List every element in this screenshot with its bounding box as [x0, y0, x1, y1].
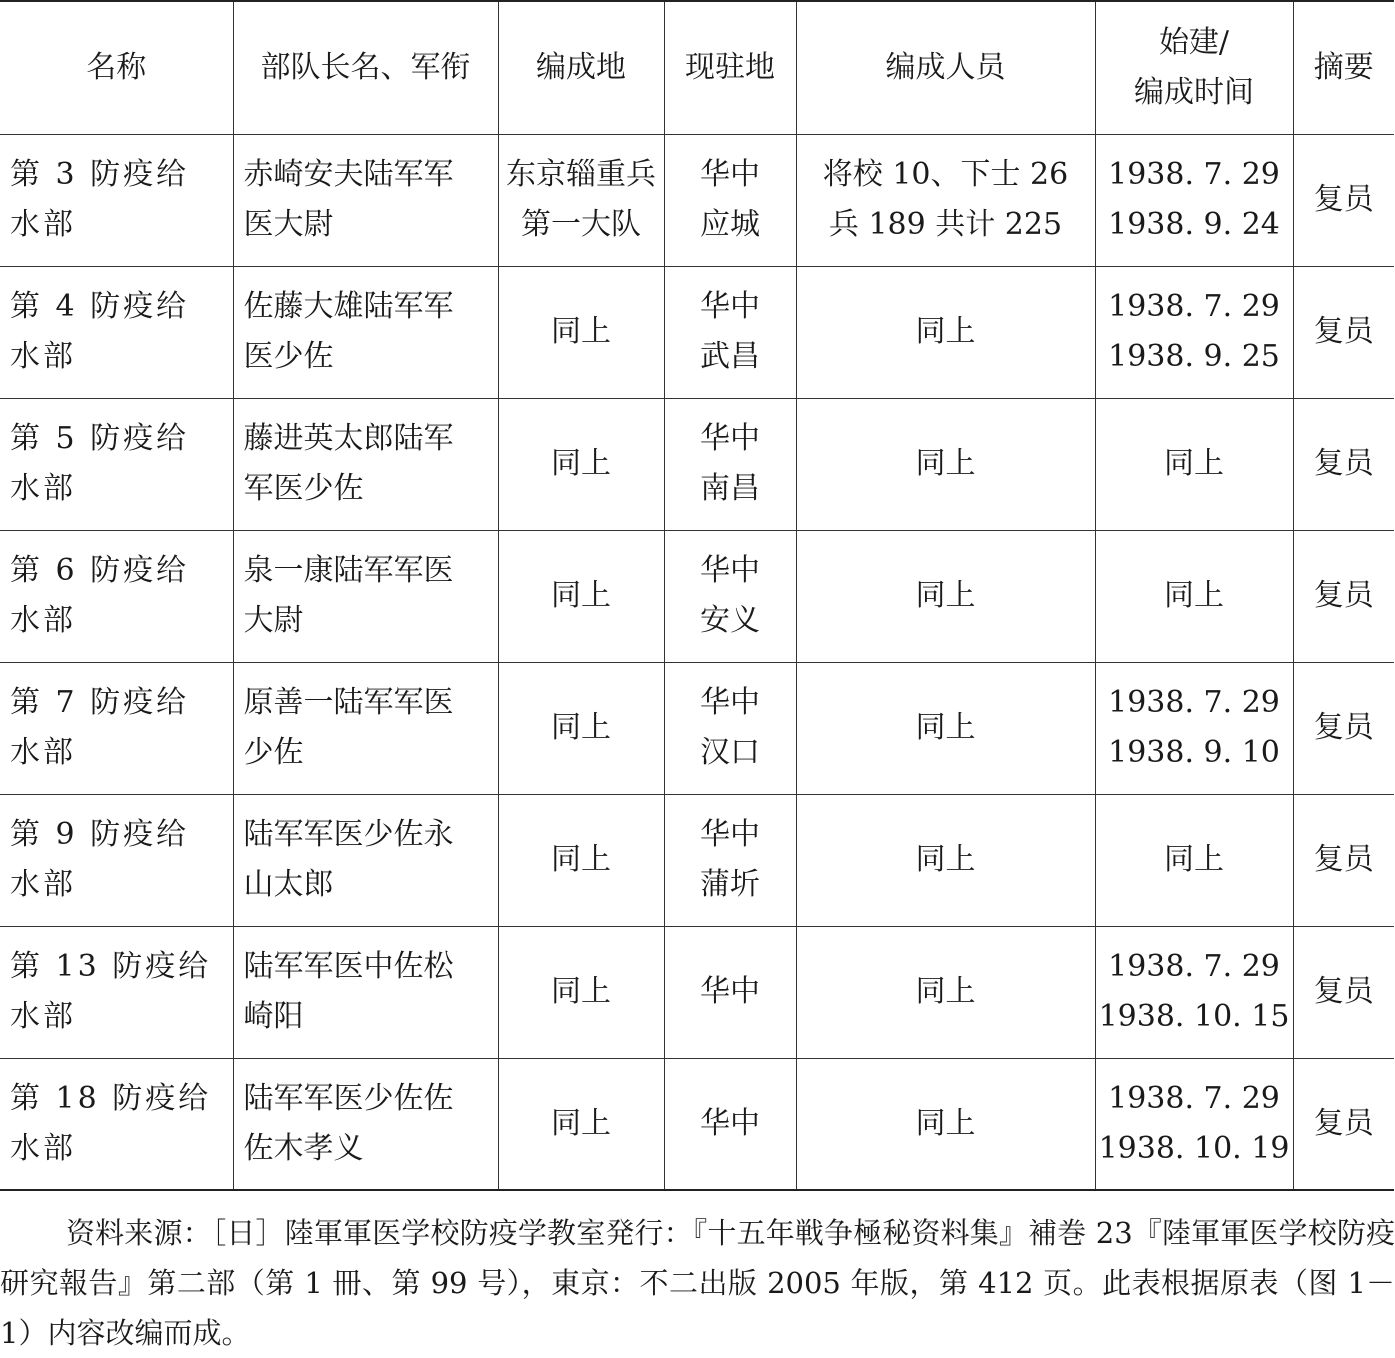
cell-time [1095, 794, 1293, 926]
cell-time-line: 1938. 9. 10 [1108, 735, 1280, 770]
cell-name-line: 第 3 防疫给 [10, 157, 190, 192]
cell-origin [498, 662, 664, 794]
cell-commander-line: 少佐 [243, 735, 304, 770]
cell-station-line: 华中 [700, 421, 760, 456]
cell-name-line: 第 4 防疫给 [10, 289, 190, 324]
cell-name-line: 第 9 防疫给 [10, 817, 190, 852]
cell-station-line: 安义 [700, 603, 760, 638]
cell-commander-line: 大尉 [243, 603, 304, 638]
cell-name-line: 第 7 防疫给 [10, 685, 190, 720]
cell-commander-line: 佐藤大雄陆军军 [243, 289, 454, 324]
cell-origin-line: 同上 [551, 578, 611, 613]
cell-personnel [796, 134, 1095, 266]
cell-time [1095, 530, 1293, 662]
cell-commander-line: 军医少佐 [243, 471, 364, 506]
cell-station-line: 蒲圻 [700, 867, 760, 902]
cell-time [1095, 134, 1293, 266]
cell-name-line: 水部 [10, 471, 76, 506]
cell-time [1095, 398, 1293, 530]
cell-personnel [796, 926, 1095, 1058]
cell-commander-line: 陆军军医少佐永 [243, 817, 454, 852]
cell-name [0, 266, 233, 398]
cell-commander [233, 662, 498, 794]
cell-time-line: 同上 [1164, 446, 1224, 481]
cell-origin [498, 398, 664, 530]
cell-commander [233, 398, 498, 530]
header-time-line: 始建/ [1158, 24, 1230, 60]
cell-station [664, 1058, 796, 1190]
cell-personnel-line: 同上 [915, 446, 976, 481]
cell-commander [233, 926, 498, 1058]
header-time [1095, 1, 1293, 134]
cell-name [0, 398, 233, 530]
cell-station-line: 汉口 [700, 735, 760, 770]
cell-name [0, 794, 233, 926]
cell-commander-line: 山太郎 [243, 867, 334, 902]
cell-name-line: 水部 [10, 999, 76, 1034]
cell-time-line: 1938. 7. 29 [1108, 289, 1280, 324]
cell-origin [498, 926, 664, 1058]
cell-commander-line: 藤进英太郎陆军 [243, 421, 454, 456]
cell-personnel-line: 同上 [915, 842, 976, 877]
cell-time-line: 1938. 7. 29 [1108, 157, 1280, 192]
table-row [0, 134, 1394, 266]
cell-station-line: 华中 [700, 157, 760, 192]
cell-personnel [796, 266, 1095, 398]
cell-station [664, 134, 796, 266]
cell-personnel-line: 将校 10、下士 26 [822, 157, 1069, 192]
table-row [0, 662, 1394, 794]
cell-station [664, 662, 796, 794]
cell-name [0, 1058, 233, 1190]
cell-origin-line: 同上 [551, 314, 611, 349]
cell-commander-line: 泉一康陆军军医 [243, 553, 454, 588]
cell-station [664, 266, 796, 398]
cell-time [1095, 662, 1293, 794]
cell-name-line: 水部 [10, 735, 76, 770]
cell-origin-line: 同上 [551, 710, 611, 745]
cell-origin-line: 同上 [551, 842, 611, 877]
cell-time-line: 1938. 9. 24 [1108, 207, 1280, 242]
table-row [0, 926, 1394, 1058]
cell-commander [233, 266, 498, 398]
cell-station [664, 794, 796, 926]
cell-origin-line: 同上 [551, 1105, 611, 1141]
cell-origin-line: 同上 [551, 974, 611, 1009]
cell-station-line: 华中 [700, 553, 760, 588]
table-row [0, 794, 1394, 926]
cell-station-line: 应城 [700, 207, 760, 242]
cell-summary: 复员 [1293, 530, 1394, 662]
cell-summary: 复员 [1293, 794, 1394, 926]
cell-time-line: 同上 [1164, 842, 1224, 877]
cell-station-line: 华中 [700, 1105, 760, 1141]
cell-commander-line: 赤崎安夫陆军军 [243, 157, 454, 192]
header-summary: 摘要 [1293, 1, 1394, 134]
table-row [0, 530, 1394, 662]
cell-time-line: 1938. 7. 29 [1108, 685, 1280, 720]
cell-commander [233, 794, 498, 926]
cell-origin [498, 134, 664, 266]
cell-name-line: 水部 [10, 339, 76, 374]
table-row [0, 398, 1394, 530]
table-row [0, 266, 1394, 398]
cell-name-line: 第 13 防疫给 [10, 949, 212, 984]
header-row [0, 1, 1394, 134]
cell-name-line: 水部 [10, 1130, 76, 1166]
header-origin: 编成地 [498, 1, 664, 134]
cell-time [1095, 926, 1293, 1058]
cell-name-line: 水部 [10, 867, 76, 902]
cell-time-line: 1938. 10. 15 [1098, 999, 1290, 1034]
cell-station-line: 华中 [700, 974, 760, 1009]
cell-commander-line: 佐木孝义 [243, 1130, 364, 1166]
cell-personnel [796, 1058, 1095, 1190]
cell-commander-line: 原善一陆军军医 [243, 685, 454, 720]
header-station: 现驻地 [664, 1, 796, 134]
cell-station-line: 武昌 [700, 339, 760, 374]
cell-origin-line: 同上 [551, 446, 611, 481]
cell-station-line: 华中 [700, 685, 760, 720]
cell-commander-line: 崎阳 [243, 999, 304, 1034]
cell-commander-line: 医少佐 [243, 339, 334, 374]
cell-personnel-line: 同上 [915, 578, 976, 613]
cell-station-line: 华中 [700, 817, 760, 852]
cell-name [0, 530, 233, 662]
cell-summary: 复员 [1293, 266, 1394, 398]
cell-personnel [796, 530, 1095, 662]
cell-name [0, 926, 233, 1058]
cell-personnel-line: 兵 189 共计 225 [828, 207, 1063, 242]
cell-personnel [796, 662, 1095, 794]
cell-name-line: 第 5 防疫给 [10, 421, 190, 456]
cell-time-line: 同上 [1164, 578, 1224, 613]
cell-name-line: 第 18 防疫给 [10, 1080, 212, 1116]
cell-origin [498, 530, 664, 662]
cell-station-line: 南昌 [700, 471, 760, 506]
cell-summary: 复员 [1293, 134, 1394, 266]
cell-personnel-line: 同上 [915, 1105, 976, 1141]
cell-summary: 复员 [1293, 398, 1394, 530]
header-commander: 部队长名、军衔 [233, 1, 498, 134]
cell-commander [233, 1058, 498, 1190]
cell-name-line: 第 6 防疫给 [10, 553, 190, 588]
cell-name-line: 水部 [10, 207, 76, 242]
table-row [0, 1058, 1394, 1190]
cell-origin [498, 794, 664, 926]
cell-summary: 复员 [1293, 662, 1394, 794]
cell-time-line: 1938. 10. 19 [1098, 1130, 1290, 1166]
cell-name-line: 水部 [10, 603, 76, 638]
header-name: 名称 [0, 1, 233, 134]
cell-station [664, 398, 796, 530]
cell-station [664, 926, 796, 1058]
cell-origin [498, 1058, 664, 1190]
cell-personnel-line: 同上 [915, 314, 976, 349]
cell-name [0, 134, 233, 266]
cell-personnel [796, 398, 1095, 530]
cell-commander [233, 134, 498, 266]
cell-summary: 复员 [1293, 926, 1394, 1058]
cell-time-line: 1938. 7. 29 [1108, 949, 1280, 984]
header-personnel: 编成人员 [796, 1, 1095, 134]
cell-personnel [796, 794, 1095, 926]
cell-time [1095, 1058, 1293, 1190]
cell-time-line: 1938. 7. 29 [1108, 1080, 1280, 1116]
cell-commander [233, 530, 498, 662]
cell-commander-line: 陆军军医少佐佐 [243, 1080, 454, 1116]
cell-summary: 复员 [1293, 1058, 1394, 1190]
cell-commander-line: 医大尉 [243, 207, 334, 242]
cell-origin [498, 266, 664, 398]
source-note: 资料来源：［日］陸軍軍医学校防疫学教室発行：『十五年戦争極秘资料集』補巻 23『陸軍軍医学校防疫研究報告』第二部（第 1 冊、第 99 号），東京：不二出版 2005 年版，第 412 页。此表根据原表（图 1－1）内容改编而成。 [0, 1216, 1395, 1350]
cell-time-line: 1938. 9. 25 [1108, 339, 1280, 374]
cell-time [1095, 266, 1293, 398]
cell-name [0, 662, 233, 794]
cell-origin-line: 东京辎重兵 [506, 157, 656, 192]
cell-origin-line: 第一大队 [521, 207, 641, 242]
cell-commander-line: 陆军军医中佐松 [243, 949, 454, 984]
header-time-line: 编成时间 [1134, 74, 1254, 110]
cell-personnel-line: 同上 [915, 710, 976, 745]
cell-personnel-line: 同上 [915, 974, 976, 1009]
cell-station-line: 华中 [700, 289, 760, 324]
cell-station [664, 530, 796, 662]
